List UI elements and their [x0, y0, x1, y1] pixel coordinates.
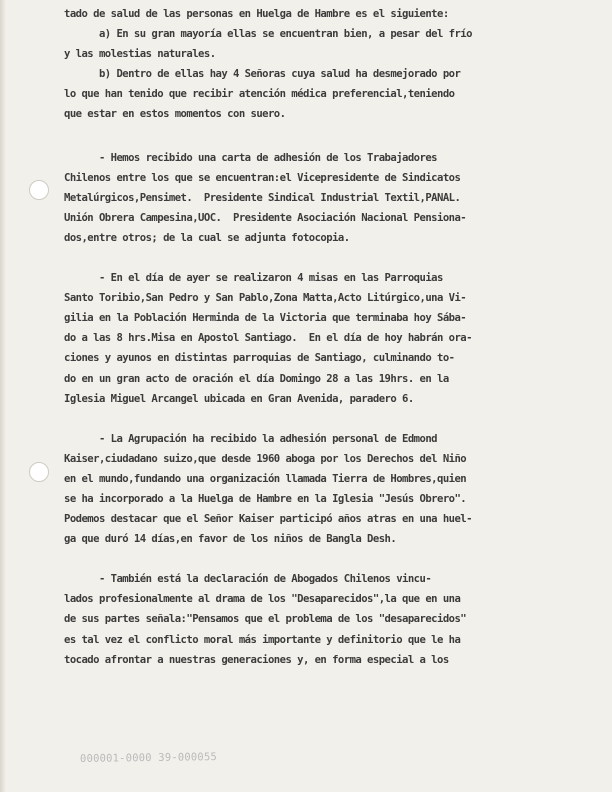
text-line: b) Dentro de ellas hay 4 Señoras cuya salud ha desmejorado por	[64, 68, 461, 81]
text-line: Unión Obrera Campesina,UOC. Presidente Asociación Nacional Pensiona-	[64, 211, 467, 224]
text-line: Metalúrgicos,Pensimet. Presidente Sindical Industrial Textil,PANAL.	[64, 191, 461, 204]
text-line: - En el día de ayer se realizaron 4 misas en las Parroquias	[64, 272, 443, 285]
punch-hole-top	[29, 180, 49, 200]
text-line: Santo Toribio,San Pedro y San Pablo,Zona Matta,Acto Litúrgico,una Vi-	[64, 292, 467, 305]
paragraph-masses	[64, 268, 576, 409]
paragraph-kaiser	[64, 429, 576, 550]
paragraph-intro	[64, 4, 576, 125]
text-line: Podemos destacar que el Señor Kaiser participó años atras en una huel-	[64, 513, 472, 526]
text-line: se ha incorporado a la Huelga de Hambre en la Iglesia "Jesús Obrero".	[64, 492, 467, 505]
text-line: - La Agrupación ha recibido la adhesión personal de Edmond	[64, 432, 437, 445]
text-line: y las molestias naturales.	[64, 48, 216, 61]
text-line: Kaiser,ciudadano suizo,que desde 1960 aboga por los Derechos del Niño	[64, 452, 467, 465]
archive-stamp: 000001-0000 39-000055	[79, 751, 218, 765]
text-line: tado de salud de las personas en Huelga de Hambre es el siguiente:	[64, 8, 449, 20]
paragraph-lawyers	[64, 569, 576, 669]
text-line: tocado afrontar a nuestras generaciones y, en forma especial a los	[64, 653, 449, 666]
text-line: - Hemos recibido una carta de adhesión de los Trabajadores	[64, 151, 437, 164]
text-line: dos,entre otros; de la cual se adjunta fotocopia.	[64, 231, 350, 244]
paragraph-adhesion-letter	[64, 148, 576, 248]
text-line: que estar en estos momentos con suero.	[64, 108, 286, 121]
text-line: lo que han tenido que recibir atención médica preferencial,teniendo	[64, 88, 455, 101]
text-line: - También está la declaración de Abogados Chilenos vincu-	[64, 573, 432, 586]
punch-hole-bottom	[29, 462, 49, 482]
text-line: do en un gran acto de oración el día Domingo 28 a las 19hrs. en la	[64, 372, 449, 385]
text-line: Chilenos entre los que se encuentran:el Vicepresidente de Sindicatos	[64, 171, 461, 184]
text-line: Iglesia Miguel Arcangel ubicada en Gran Avenida, paradero 6.	[64, 392, 414, 405]
text-line: ciones y ayunos en distintas parroquias de Santiago, culminando to-	[64, 352, 455, 365]
document-body	[64, 4, 576, 670]
paper-edge	[0, 0, 6, 792]
text-line: do a las 8 hrs.Misa en Apostol Santiago. En el día de hoy habrán ora-	[64, 332, 472, 345]
text-line: a) En su gran mayoría ellas se encuentran bien, a pesar del frío	[64, 28, 472, 41]
text-line: de sus partes señala:"Pensamos que el problema de los "desaparecidos"	[64, 613, 467, 626]
text-line: es tal vez el conflicto moral más importante y definitorio que le ha	[64, 633, 461, 646]
text-line: en el mundo,fundando una organización llamada Tierra de Hombres,quien	[64, 472, 467, 485]
text-line: lados profesionalmente al drama de los "Desaparecidos",la que en una	[64, 593, 461, 606]
text-line: gilia en la Población Herminda de la Victoria que terminaba hoy Sába-	[64, 312, 467, 325]
text-line: ga que duró 14 días,en favor de los niños de Bangla Desh.	[64, 533, 397, 546]
